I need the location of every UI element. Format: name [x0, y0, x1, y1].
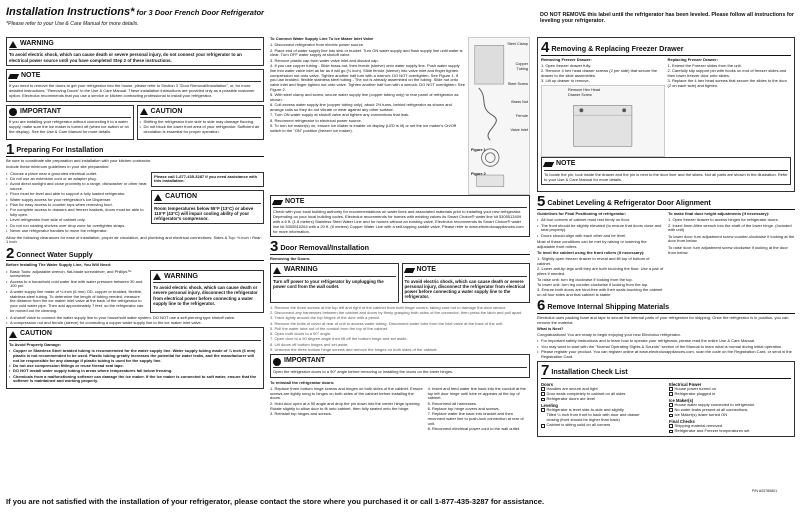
text-item: To level the cabinet using the front rollers (if necessary): — [537, 250, 645, 256]
text-item: • Do not block the lower front area of your refrigerator. Sufficient air circulation is essential for proper operation. — [140, 125, 262, 135]
text-item: Most of these conditions can be met by raising or lowering the adjustable front rollers. — [537, 238, 647, 249]
checkbox[interactable] — [541, 408, 545, 412]
text-item: • Water supply access for your refrigerator's Ice Dispenser. — [6, 198, 147, 203]
checkbox[interactable] — [669, 387, 673, 391]
text-item: 1 — [6, 140, 15, 158]
door-note-box — [402, 263, 531, 303]
column-3 — [537, 37, 795, 440]
section-2-header — [6, 244, 264, 262]
text-item: IMPORTANT — [284, 357, 326, 365]
water-supply-list — [6, 270, 146, 315]
section-4-header — [541, 41, 791, 56]
text-item: Allow the following clearances for ease of installation, proper air circulation, and plumbing and electrical connections: Sides & Top: ⅜ inch / Rear: 1 inch — [6, 234, 262, 245]
text-item: 5. With steel clamp and screw, secure water supply line (copper tubing only) to rear panel of refrigerator as shown. — [270, 92, 459, 103]
drawer-note-box — [541, 157, 791, 185]
property-caution-box — [6, 327, 264, 388]
text-item: Cabinet Leveling & Refrigerator Door Alignment — [547, 198, 711, 208]
page-title — [6, 6, 264, 19]
text-item: Valve Inlet — [510, 128, 528, 132]
text-item: 9. Unscrew the three bottom hinge screws and remove the hinges on both sides of the cabinet. — [270, 347, 438, 353]
pencil-icon — [543, 162, 554, 167]
text-item: To avoid electric shock, which can cause death or severe personal injury, disconnect the refrigerator from electrical power before connecting a water supply line to the refrigerator. — [404, 278, 526, 300]
text-item: To reinstall the refrigerator doors: — [270, 379, 335, 385]
text-item: Remove Hex Head Drawer Screw — [568, 88, 601, 98]
text-item: 5 — [537, 193, 546, 211]
section-7-header — [541, 364, 791, 379]
text-item: • Choose a place near a grounded electrical outlet. — [6, 172, 147, 177]
text-item: Removing & Replacing Freezer Drawer — [551, 43, 684, 53]
text-item: • Avoid direct sunlight and close proximity to a range, dishwasher or other heat source. — [6, 182, 147, 192]
text-item: 6 — [537, 297, 546, 315]
text-item: 7. Open door to a 90 degree angle then lift off the bottom hinge and set aside. — [270, 336, 408, 342]
text-item: Refrigerator plugged in — [674, 390, 716, 396]
text-item: • For important safety instructions and to learn how to operate your refrigerator, please read the entire Use & Care Manual. — [537, 339, 795, 344]
text-item: Leveling — [541, 402, 558, 408]
text-item: 6. Open both doors to a 90° angle. — [270, 331, 332, 337]
text-item: Ice Maker(s) is/are turned ON — [674, 412, 728, 418]
text-item: 3. Replace the 4 hex head screws that secure the slides to the door (2 on each side) and tighten. — [667, 78, 787, 88]
checkbox[interactable] — [669, 424, 673, 428]
text-item: Room temperatures below 55°F (13°C) or above 110°F (43°C) will impair cooling ability of your refrigerator's compressor. — [154, 205, 254, 222]
text-item: To raise door: turn adjustment screw clockwise if looking at the door from below. — [668, 244, 788, 255]
section-5-header — [537, 195, 795, 210]
text-item: 2. Insert 6mm Allen wrench into the shaft of the lower hinge. (Included with unit) — [668, 222, 792, 233]
text-item: 5. Pull the water tube out of the conduit from the top of the cabinet. — [270, 325, 389, 331]
text-item: 4. Remove the bolts of cover at rear of unit to access water tubing. Disconnect water tube from the inlet valve at the back of the unit. — [270, 320, 504, 326]
connect-steps — [270, 43, 465, 133]
text-item: Copper Tubing — [515, 62, 528, 71]
text-item: 8. Lift doors off bottom hinges and set aside. — [270, 341, 349, 347]
text-item: Doors — [541, 381, 554, 387]
text-item: 3. Trace lightly around the top hinges of the door with a pencil. — [270, 315, 381, 321]
text-item: Electrolux uses packing foam and tape to secure the internal parts of your refrigerator for shipping. Once the refrigerator is in position, you can remove the material. — [537, 314, 789, 325]
text-item: closing (front should be higher than back) — [546, 417, 620, 423]
text-item: • Floor must be level and able to support a fully loaded refrigerator. — [6, 192, 147, 197]
text-item: * — [130, 6, 135, 18]
text-item: 5. Reconnect all harnesses. — [427, 400, 477, 406]
site-prep-list — [6, 172, 147, 235]
text-item: 9. To turn ice maker(s) on, ensure Ice Maker is enable on display (LED is lit) or set the ice maker's On/Off switch to the "ON" position (freezer ice maker). — [270, 123, 457, 133]
text-item: Refrigerator and Freezer temperatures set — [674, 428, 750, 434]
text-item: • A water supply line made of ¼ inch (6 mm) OD, copper or braided, flexible, stainless steel tubing. To determine the length of tubing needed, measure the distance from the ice maker inlet valve at the back of the refrigerator to your cold water pipe. Then add approximately 7 feet, so the refrigerator can be moved out for cleaning. — [6, 290, 146, 314]
text-item: Brass Nut — [511, 100, 528, 104]
checkbox[interactable] — [669, 392, 673, 396]
text-item: CAUTION — [165, 193, 197, 201]
text-item: Remove Internal Shipping Materials — [547, 302, 670, 312]
text-item: Refrigerator doors are level — [546, 396, 595, 401]
text-item: Refrigerator is level side-to-side and slightly — [546, 406, 624, 412]
text-item: 1. Extend the Freezer slides from the unit. — [667, 62, 742, 68]
door-important-box — [270, 354, 530, 377]
pencil-icon — [8, 74, 19, 79]
warning-icon — [153, 273, 161, 280]
checkbox[interactable] — [541, 387, 545, 391]
text-item: To make final door height adjustments (if necessary): — [668, 210, 770, 216]
text-item: NOTE — [416, 266, 436, 274]
text-item: NOTE — [285, 198, 305, 205]
text-item: 1. Remove the three screws at the top left and right of the cabinet from both hinge covers, taking care not to damage the door sensor. — [270, 304, 506, 310]
text-item: If you need to remove the doors to get your refrigerator into the house, please refer to Section 3 "Door Removal/Installation", or, for more detailed instructions, "Removing Doors" in the Use & Care Manual. These installation instructions are provided only as a possible customer option. Electrolux recommends that you use a service or kitchen contracting professional to install your refrigerator. — [9, 83, 255, 98]
text-item: • All four corners of cabinet must rest firmly on floor. — [537, 218, 664, 223]
text-item: Installation Instructions — [6, 6, 131, 18]
text-item: 6. Coil excess water supply line (copper tubing only), about 2½ turns, behind refrigerator as shown and arrange coils so they do not vibrate or wear against any other surface. — [270, 102, 452, 113]
text-item: NOTE — [556, 160, 576, 168]
text-item: 2. Place end of water supply line into sink or bucket. Turn ON water supply and flush supply line until water is clear. Turn OFF water supply at shutoff valve. — [270, 47, 463, 58]
text-item: 7 — [541, 362, 550, 380]
text-item: NOTE — [21, 71, 41, 79]
text-item: House water supply connected to refrigerator — [674, 401, 755, 407]
text-item: 1. Open freezer drawer to access hinges for refrigerator doors. — [668, 217, 779, 223]
text-item: Turn off power to your refrigerator by unplugging the power cord from the wall outlet. — [273, 278, 384, 289]
text-item: for 3 Door French Door Refrigerator — [134, 8, 264, 17]
text-item: 7. Replace water line back into bracket and then reconnect water line to push-lock connection at rear of unit. — [427, 411, 524, 426]
text-item: 4 — [541, 39, 550, 56]
label-notice: DO NOT REMOVE this label until the refrigerator has been leveled. Please follow all instructions for leveling your refrigerator. — [540, 12, 795, 25]
text-item: Handles are secure and tight — [546, 385, 598, 391]
checkbox[interactable] — [541, 392, 545, 396]
text-item: What is Next? — [537, 325, 564, 331]
text-item: No water leaks present at all connections — [674, 406, 748, 412]
text-item: CAUTION — [150, 107, 183, 115]
checkbox[interactable] — [669, 408, 673, 412]
section-1-header — [6, 140, 264, 158]
water-warning-box — [150, 270, 264, 313]
text-item: • Doors should align with each other and be level. — [537, 234, 664, 239]
text-item: • For complete access to drawers and freezer baskets, doors must be able to fully open. — [6, 208, 147, 218]
text-item: 2. Carefully slip support pin with hooks on end of freezer slides and then lower freezer door onto slides. — [667, 68, 787, 78]
text-item: • A shutoff valve to connect the water supply line to your household water system. DO NOT use a self-piercing type shutoff valve. — [6, 316, 264, 321]
text-item: CAUTION — [20, 330, 52, 338]
text-item: Cabinet is sitting solid on all corners — [546, 422, 611, 428]
text-item: Ferrule — [515, 114, 528, 118]
text-item: Removing the Doors: — [270, 255, 311, 261]
text-item: 2. Remove 4 hex head drawer screws (2 per side) that secure the drawer to the slide assemblies. — [541, 68, 658, 78]
text-item: Steel Clamp — [507, 42, 528, 46]
warning-icon — [9, 41, 17, 48]
text-item: Electrical Power — [669, 381, 702, 387]
text-item: House power turned on — [674, 385, 717, 391]
text-item: • Plan for easy access to counter tops when removing food. — [6, 203, 147, 208]
text-item: Figure 2 — [471, 172, 486, 176]
caution-icon — [140, 108, 148, 115]
text-item: Door seals completely to cabinet on all sides — [546, 390, 626, 396]
text-item: • Shifting the refrigerator from side to side may damage flooring. — [140, 120, 262, 125]
text-item: Be sure to coordinate site preparation and installation with your kitchen contractor. — [6, 158, 152, 164]
important-icon — [273, 358, 281, 366]
text-item: • The front should be slightly elevated (to ensure that doors close and seal properly). — [537, 224, 664, 234]
text-item: 7. Turn ON water supply at shutoff valve and tighten any connections that leak. — [270, 112, 410, 118]
text-item: • Do not run rotating shelves over drop zone for overtighten straps. — [6, 224, 147, 229]
text-item: WARNING — [284, 266, 318, 274]
caution-box — [137, 105, 265, 140]
text-item: Replacing Freezer Drawer: — [667, 56, 718, 62]
text-item: Installation Check List — [551, 366, 628, 376]
text-item: Removing Freezer Drawer: — [541, 56, 592, 62]
text-item: • Never use refrigerator handles to move the refrigerator. — [6, 229, 147, 234]
text-item: To lower door: turn adjustment screw counter-clockwise if looking at the door from below. — [668, 233, 795, 244]
text-item: • You may want to start with the "Normal Operating Sights & Sounds" section of the Manual to learn what is normal during initial operation. — [537, 345, 795, 350]
text-item: 4. Insert and feed water line back into the conduit at the top left door hinge until tube re-appears at the top of cabinet. — [427, 385, 526, 401]
text-item: 3. Reinstall top hinges and screws. — [270, 410, 332, 416]
pencil-icon — [272, 200, 283, 205]
text-item: 3. Lift up drawer to remove. — [541, 78, 590, 84]
checkbox[interactable] — [669, 414, 673, 418]
text-item: 3. Ensure both doors are bind-free with their seals touching the cabinet on all four sides and that cabinet is stable. — [537, 287, 663, 297]
reinstall-steps-b — [428, 387, 530, 433]
text-item: 3 — [270, 238, 279, 256]
text-item: Preparing For Installation — [16, 145, 104, 155]
text-item: 8. Reconnect electrical power cord to the wall outlet. — [427, 426, 521, 432]
text-item: To raise unit: turn leg clockwise if looking from the top. — [537, 276, 633, 282]
text-item: If you are installing your refrigerator without connecting it to a water supply, make sure the ice maker is turned off (when ice switch or on the display). See the Use & Care Manual for more details. — [9, 119, 129, 134]
text-item: Congratulations! You are ready to begin enjoying your new Electrolux refrigerator. — [537, 332, 681, 338]
checkbox[interactable] — [669, 403, 673, 407]
text-item: • Do not use compression fittings or reuse thread seal tape. — [9, 364, 261, 369]
water-line-diagram — [468, 37, 530, 195]
note-box — [6, 69, 264, 102]
text-item: Before Installing The Water Supply Line, You Will Need: — [6, 262, 112, 268]
reinstall-steps-a — [270, 387, 424, 433]
text-item: WARNING — [164, 272, 199, 280]
section-4-box — [537, 37, 795, 192]
pencil-icon — [403, 268, 414, 273]
text-item: • Chemicals from a malfunctioning softener can damage the ice maker. If the ice maker is connected to soft water, ensure that the softener is maintained and working properly. — [9, 375, 261, 385]
text-item: • Level refrigerator from side of cabinet only. — [6, 218, 147, 223]
text-item: To lower unit: turn leg counter-clockwise if looking from the top. — [537, 281, 649, 287]
text-item: IMPORTANT — [20, 107, 62, 115]
text-item: • DO NOT install water supply tubing in areas where temperatures fall below freezing. — [9, 369, 261, 374]
text-item: 2 — [6, 244, 15, 262]
text-item: Tilted ¼ inch from front to back with door and drawer — [546, 412, 640, 418]
text-item: Final Checks — [669, 418, 695, 424]
column-1 — [6, 37, 264, 392]
text-item: 1. Open freezer drawer fully. — [541, 62, 592, 68]
text-item: 6. Replace top hinge covers and screws. — [427, 406, 500, 412]
section-6-header — [537, 299, 795, 314]
text-item: Door Removal/Installation — [280, 243, 370, 253]
assistance-box: Please call 1-877-435-3287 if you need assistance with this installation. — [151, 172, 264, 188]
text-item: 8. Reconnect refrigerator to electrical power source. — [270, 117, 362, 123]
text-item: 4. If you use copper tubing - Slide brass nut, then ferrule (sleeve) onto water supply line. Push water supply line into water valve inlet as far as it will go (¼ inch). Slide ferrule (sleeve) into valve inlet and finger tighten compression nut onto valve. Tighten another half turn with a wrench; DO NOT overtighten. See Figure 1. If you use braided, flexible stainless steel tubing - The nut is already assembled on the tubing. Slide nut onto valve inlet and finger tighten nut onto valve. Tighten another half turn with a wrench; DO NOT overtighten. See Figure 2. — [270, 62, 465, 92]
door-removal-steps — [270, 306, 530, 353]
checkbox[interactable] — [669, 430, 673, 434]
text-item: 1. Disconnect refrigerator from electric power source. — [270, 42, 365, 48]
text-item: Include these minimum guidelines in your site preparation: — [6, 164, 110, 170]
text-item: Ice Maker(s) — [669, 397, 694, 403]
text-item: Check with your local building authority for recommendations on water lines and associated materials prior to installing your new refrigerator. Depending on your local building codes, Electrolux recommends for homes with existing valves its Smart Choice® water line kit 5305513409 with a 6 ft. (1.8 meters) Stainless Steel Water Line and for homes without an existing valve, Electrolux recommends its Smart Choice® water line kit 5305510264 with a 20 ft. (6 meters) Copper Water Line with a self-tapping saddle valve. Please refer to www.electroluxappliances.com for more information. — [273, 209, 524, 234]
text-item: Open the refrigerator doors to a 90° angle before removing or installing the doors on the lower hinges. — [273, 368, 454, 374]
check-list-box — [537, 361, 795, 437]
column-2 — [270, 37, 530, 434]
text-item: 3. Remove plastic cap from water valve inlet and discard cap. — [270, 57, 379, 63]
text-item: • A compression nut and ferrule (sleeve) for connecting a copper water supply line to the ice maker inlet valve. — [6, 321, 264, 326]
text-item: 1. Replace three bottom hinge screws and hinges on both sides of the cabinet. Ensure screws are tightly snug to hinges on both sides of the cabinet before installing the doors. — [270, 385, 423, 401]
drawer-diagram — [541, 85, 665, 157]
text-item: 2. Hold door open at a 90 angle and drop the pin down into the center hinge opening. Rotate slightly to allow door to fit onto cabinet, then fully seated onto the hinge. — [270, 400, 421, 411]
text-item: 2. Lower anti-tip legs until they are both touching the floor. Use a pair of pliers if needed. — [537, 266, 664, 277]
text-item: Guidelines for Final Positioning of refrigerator: — [537, 210, 627, 216]
text-item: To Avoid Property Damage: — [9, 341, 62, 347]
caution-icon — [9, 331, 17, 338]
warning-icon — [273, 267, 281, 274]
text-item: To locate the pin, look inside the drawer and the pin is next to the door liner and the slides. Not all parts are shown in the illustration. Refer to your Use & Care Manual for more details. — [544, 171, 788, 182]
text-item: Figure 1 — [471, 148, 486, 152]
caution-temp-box — [151, 190, 264, 224]
section-3-header — [270, 240, 530, 255]
text-item: Connect Water Supply — [16, 249, 93, 259]
text-item: • Basic Tools: adjustable wrench, flat-blade screwdriver, and Phillips™ screwdriver — [6, 270, 146, 280]
text-item: • Please register your product. You can register online at www.electroluxappliances.com, scan the code on the Registration Card, or send in the Registration Card. — [537, 350, 795, 360]
text-item: Shipping material removed — [674, 422, 723, 428]
text-item: To avoid electric shock, which can cause death or severe personal injury, do not connect your refrigerator to an electrical power source until you have completed Step 2 of these instructions. — [9, 52, 242, 63]
text-item: • Copper or Stainless Steel braided tubing is recommended for the water supply line. Water supply tubing made of ¼ inch (6 mm) plastic is not recommended to be used. Plastic tubing greatly increases the potential for water leaks, and the manufacturer will not be responsible for any damage if plastic tubing is used for the supply line. — [9, 349, 261, 363]
text-item: WARNING — [20, 40, 54, 47]
checkbox[interactable] — [541, 424, 545, 428]
text-item: • Access to a household cold water line with water pressure between 30 and 100 psi. — [6, 280, 146, 290]
door-warning-box — [270, 263, 399, 303]
footer-text: If you are not satisfied with the installation of your refrigerator, please contact the store where you purchased it or call 1-877-435-3287 for assistance. — [6, 497, 545, 506]
text-item: • Do not use an extension cord or an adapter plug. — [6, 177, 147, 182]
important-icon — [9, 108, 17, 116]
text-item: To Connect Water Supply Line To Ice Maker Inlet Valve — [270, 36, 374, 41]
page-subtitle: *Please refer to your Use & Care Manual for more details. — [6, 21, 139, 27]
text-item: Steel Screw — [507, 82, 528, 86]
water-line-note-box — [270, 195, 530, 237]
caution-icon — [154, 194, 162, 201]
part-number: P/N A03780801 — [752, 489, 778, 493]
text-item: To avoid electric shock, which can cause death or severe personal injury, disconnect the refrigerator from electrical power before connecting a water supply line to the refrigerator. — [153, 284, 258, 306]
important-box — [6, 105, 134, 140]
checkbox[interactable] — [541, 398, 545, 402]
text-item: 2. Disconnect any harnesses between the cabinet and doors by firmly grasping both sides of the connector, then press the latch and pull apart. — [270, 309, 523, 315]
text-item: 1. Slightly open freezer drawer to reveal and lift top of bottom of cabinet. — [537, 256, 650, 267]
warning-box — [6, 37, 264, 66]
